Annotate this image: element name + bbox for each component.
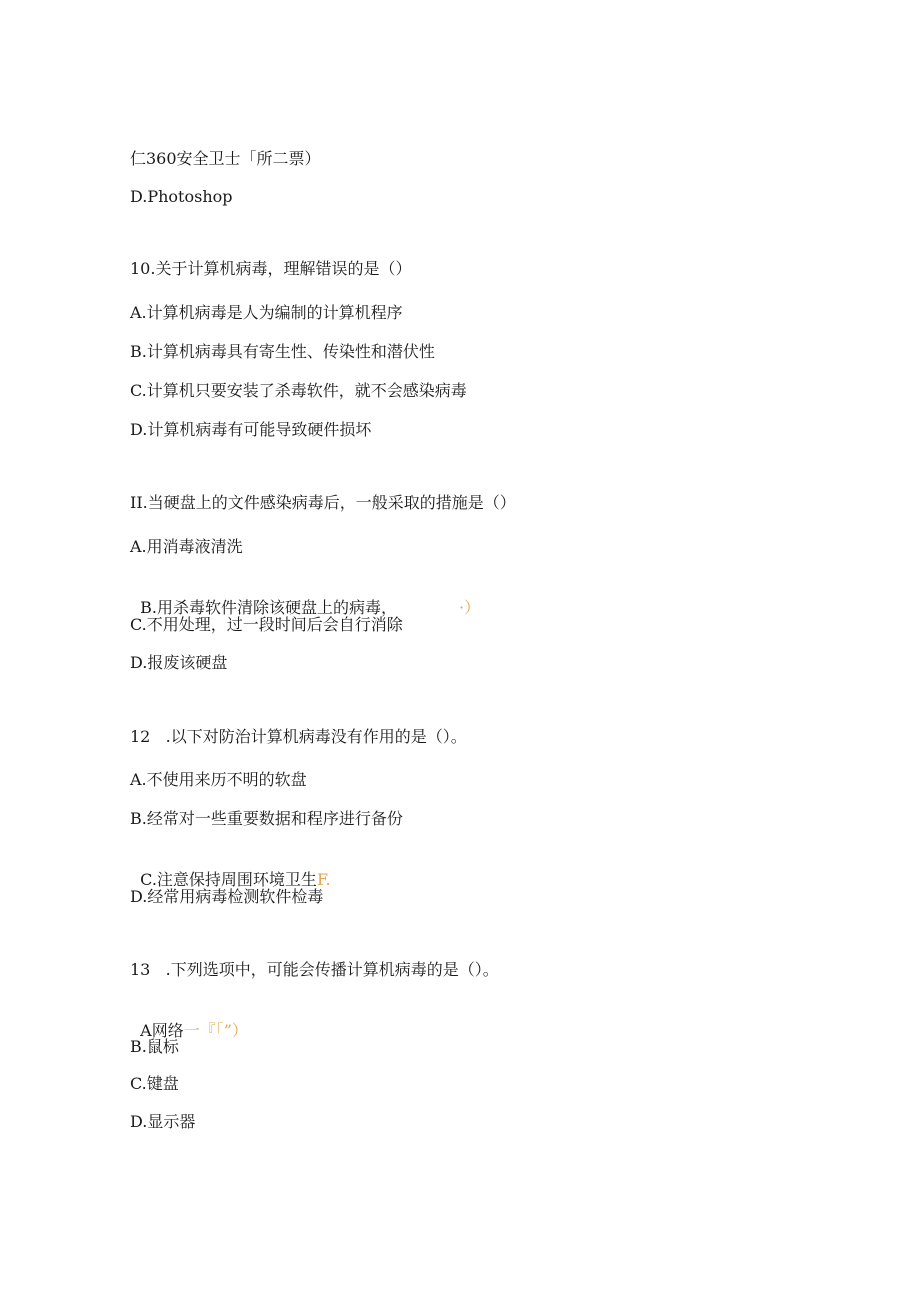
question-12-option-d: D.经常用病毒检测软件检毒 [130, 887, 324, 906]
question-13-option-a-mark: 一『「”） [183, 1021, 248, 1040]
question-12-option-b: B.经常对一些重要数据和程序进行备份 [130, 809, 403, 828]
question-11-option-b [130, 575, 480, 619]
prev-option-c: 仁360安全卫士「所二票） [130, 149, 321, 168]
question-11-option-b-text: B.用杀毒软件清除该硬盘上的病毒， [140, 598, 398, 617]
prev-option-d: D.Photoshop [130, 187, 233, 206]
question-11-option-b-mark: ·） [459, 598, 481, 617]
question-12-option-c [130, 847, 331, 891]
question-13-option-b: B.鼠标 [130, 1037, 179, 1056]
question-11-stem: II.当硬盘上的文件感染病毒后，一般采取的措施是（） [130, 493, 516, 512]
question-10-option-a: A.计算机病毒是人为编制的计算机程序 [130, 303, 403, 322]
question-13-option-d: D.显示器 [130, 1112, 196, 1131]
question-10-option-b: B.计算机病毒具有寄生性、传染性和潜伏性 [130, 342, 435, 361]
question-10-stem: 10.关于计算机病毒，理解错误的是（） [130, 259, 412, 278]
question-12-option-a: A.不使用来历不明的软盘 [130, 770, 307, 789]
question-10-option-c: C.计算机只要安装了杀毒软件，就不会感染病毒 [130, 381, 467, 400]
question-10-option-d: D.计算机病毒有可能导致硬件损坏 [130, 420, 372, 439]
question-11-option-a: A.用消毒液清洗 [130, 537, 243, 556]
question-12-option-c-text: C.注意保持周围环境卫生 [140, 870, 317, 889]
question-12-option-c-mark: F. [316, 870, 331, 889]
question-13-option-c: C.键盘 [130, 1074, 179, 1093]
question-13-stem: 13 .下列选项中，可能会传播计算机病毒的是（）。 [130, 960, 499, 979]
question-13-option-a-text: A网络 [140, 1021, 184, 1040]
question-11-option-d: D.报废该硬盘 [130, 653, 228, 672]
question-12-stem: 12 .以下对防治计算机病毒没有作用的是（）。 [130, 727, 467, 746]
question-11-option-c: C.不用处理，过一段时间后会自行消除 [130, 615, 403, 634]
